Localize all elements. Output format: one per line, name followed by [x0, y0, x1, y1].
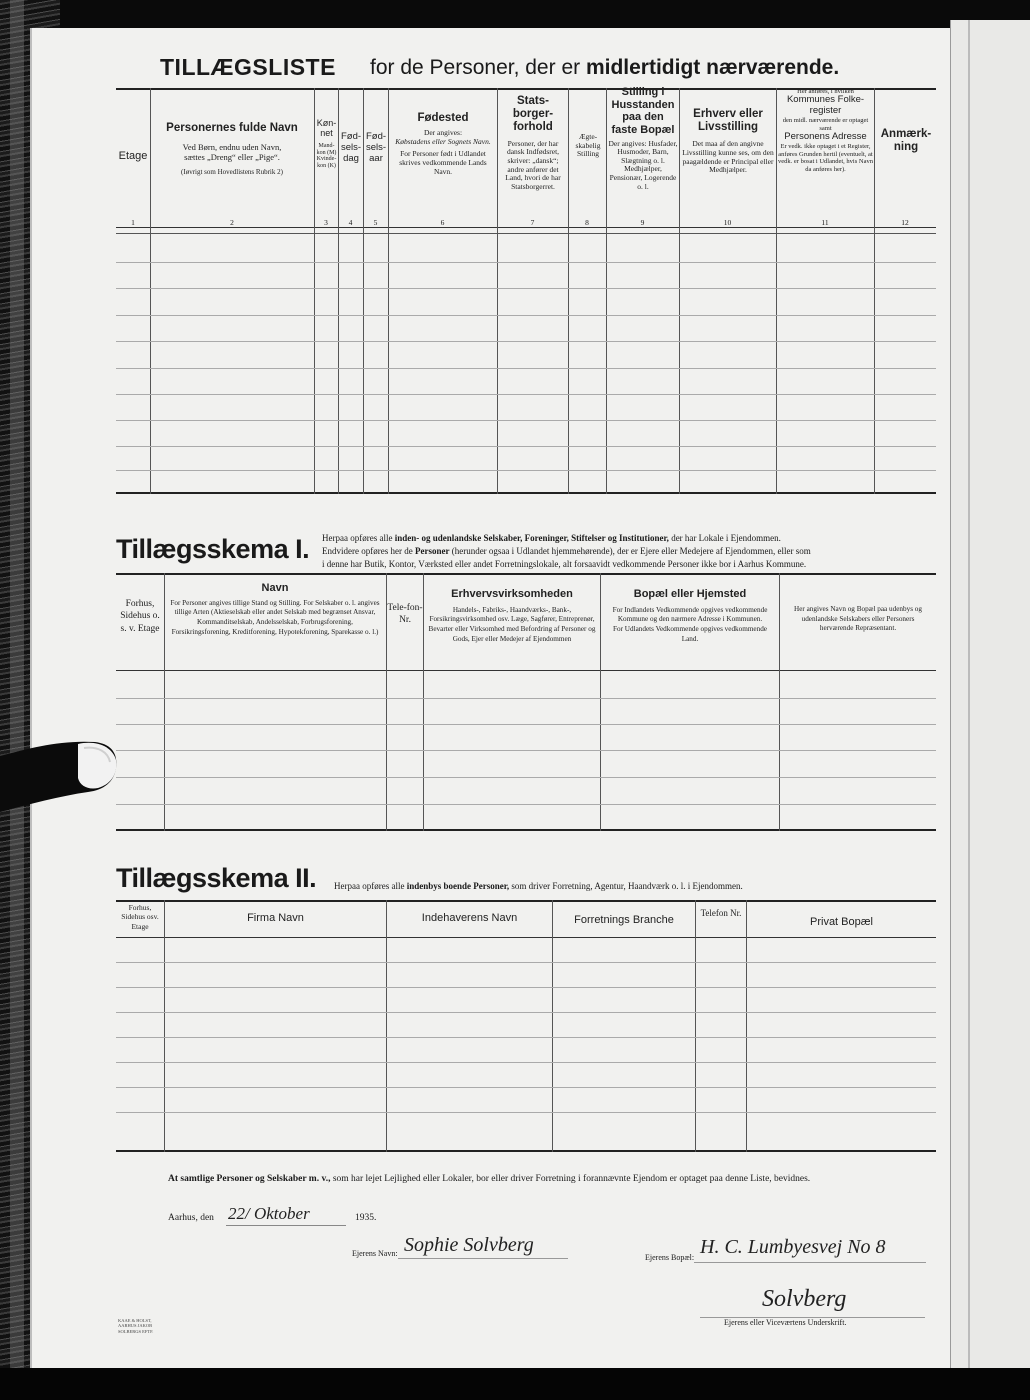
s1-header-phone: Tele-fon-Nr. — [387, 603, 423, 626]
row-line — [116, 962, 936, 963]
row-line — [116, 1062, 936, 1063]
desc-bold: Personer — [414, 546, 450, 557]
row-line — [116, 420, 936, 421]
row-line — [116, 724, 936, 725]
desc-text: Endvidere opføres her de — [322, 546, 415, 557]
year: 1935. — [355, 1213, 377, 1223]
row-line — [116, 1087, 936, 1088]
header-register-title: Kommunes Folke-register — [786, 94, 865, 117]
header-register-mid: den midl. nærværende er optaget samt — [782, 117, 869, 132]
s2-header-owner: Indehaverens Navn — [421, 912, 518, 924]
header-citizenship-sub: Personer, der har dansk Indfødsret, skriver: „dansk“; andre anfører det Land, hvori de har Statsborgerret. — [505, 138, 561, 191]
header-register-sub: Er vedk. ikke optaget i et Register, anføres Grunden hertil (eventuelt, at vedk. er bosat i Udlandet, hvis Navn da anføres her). — [778, 143, 873, 173]
row-line — [116, 315, 936, 316]
s1-header-business-sub: Handels-, Fabriks-, Haandværks-, Bank-, Forsikringsvirksomhed osv. Læge, Sagfører, Entreprenør, Bevarter eller Virksomhed med Befordring af Personer og Gods, Ejer eller Medejer af Ejendommen — [428, 605, 596, 643]
header-register-cell — [777, 88, 874, 173]
s1-header-residence-cell — [604, 588, 776, 645]
row-line — [116, 341, 936, 342]
desc-text: der har Lokale i Ejendommen. — [668, 533, 781, 543]
attestation-bold: At samtlige Personer og Selskaber m. v., — [168, 1174, 331, 1184]
desc-text: Herpaa opføres alle — [334, 881, 407, 891]
col-line — [568, 88, 569, 494]
s2-header-private-address: Privat Bopæl — [810, 916, 873, 928]
header-occupation-sub: Det maa af den angivne Livsstilling kunne ses, om den paagældende er Principal eller Medhjælper. — [682, 139, 774, 175]
col-line — [779, 573, 780, 831]
s1-header-name-cell — [168, 582, 382, 638]
col-line — [746, 900, 747, 1152]
row-line — [116, 394, 936, 395]
row-line — [116, 777, 936, 778]
col-line — [423, 573, 424, 831]
desc-text: (herunder ogsaa i Udlandet hjemmehørende), der er Ejere eller Medejere af Ejendommen, eller som — [449, 546, 811, 557]
header-marital: Ægte-skabelig Stilling — [575, 132, 601, 159]
header-citizenship-title: Stats-borger-forhold — [512, 95, 554, 134]
supplement-1-desc-line-1 — [322, 532, 942, 545]
col-line — [679, 88, 680, 494]
owner-name-line — [398, 1258, 568, 1259]
col-line — [600, 573, 601, 831]
col-line — [386, 900, 387, 1152]
header-name-sub2: sættes „Dreng“ eller „Pige“. — [184, 151, 280, 162]
header-name-sub1: Ved Børn, endnu uden Navn, — [182, 142, 282, 153]
row-line — [116, 1037, 936, 1038]
s1-header-representative: Her angives Navn og Bopæl paa udenbys og udenlandske Selskabers eller Personers herværende Repræsentant. — [794, 605, 922, 633]
header-birthyear: Fød-sels-aar — [365, 131, 387, 164]
header-birthplace-sub3: For Personer født i Udlandet skrives vedkommende Lands Navn. — [399, 149, 487, 176]
header-gender-title: Køn-net — [316, 118, 337, 139]
subtitle-bold-1: midlertidigt — [585, 56, 701, 79]
page-gutter-line — [968, 20, 970, 1375]
desc-bold: indenbys boende Personer, — [406, 881, 510, 891]
supplement-1-description — [322, 532, 942, 571]
owner-address-label: Ejerens Bopæl: — [645, 1253, 695, 1262]
column-number: 5 — [373, 218, 378, 227]
supplement-2-header-rule — [116, 937, 936, 938]
date-line — [226, 1225, 346, 1226]
header-name-cell — [152, 122, 312, 176]
s1-header-name-sub: For Personer angives tillige Stand og Stilling. For Selskaber o. l. angives tillige Arten (Aktieselskab eller andet Selskab med begrænset Ansvar, Kommanditselskab, Andelsselskab, Forbrugsforening, Forsikringsforening, Kreditforening, Hypotekforening, Sparekasse o. l.) — [170, 598, 380, 636]
subtitle-bold-2: nærværende. — [706, 56, 840, 79]
s2-header-floor: Forhus, Sidehus osv. Etage — [121, 903, 159, 931]
header-etage: Etage — [118, 150, 148, 162]
col-line — [388, 88, 389, 494]
column-number: 2 — [230, 218, 234, 227]
owner-name-label: Ejerens Navn: — [352, 1249, 398, 1258]
attestation-rest: som har lejet Lejlighed eller Lokaler, bor eller driver Forretning i forannævnte Ejendom er optaget paa denne Liste, bevidnes. — [330, 1174, 811, 1184]
attestation-text — [168, 1174, 938, 1184]
row-line — [116, 288, 936, 289]
desc-text: Herpaa opføres alle — [322, 533, 395, 543]
main-table-header-rule-2 — [116, 233, 936, 234]
row-line — [116, 1012, 936, 1013]
column-number: 8 — [585, 218, 589, 227]
supplement-1-title: Tillægsskema I. — [116, 534, 310, 564]
header-remarks: Anmærk-ning — [880, 128, 932, 154]
s1-header-residence-sub2: For Udlandets Vedkommende opgives vedkommende Land. — [613, 625, 767, 643]
header-birthplace-sub1: Der angives: — [423, 128, 463, 138]
row-line — [116, 750, 936, 751]
supplement-1-desc-line-2 — [322, 545, 942, 558]
supplement-1-header-rule — [116, 670, 936, 671]
finger-image — [0, 738, 120, 818]
owner-address-line — [694, 1262, 926, 1263]
column-number: 6 — [440, 218, 445, 227]
header-name-sub3: (Iøvrigt som Hovedlistens Rubrik 2) — [181, 167, 283, 176]
s1-header-residence-title: Bopæl eller Hjemsted — [633, 588, 747, 600]
owner-name-handwritten: Sophie Solvberg — [404, 1234, 534, 1256]
row-line — [116, 987, 936, 988]
supplement-1-desc-line-3: i denne har Butik, Kontor, Værksted eller andet Forretningslokale, alt forsaavidt vedkommende Personer ikke bor i Aarhus Kommune. — [322, 559, 807, 570]
owner-address-handwritten: H. C. Lumbyesvej No 8 — [700, 1236, 886, 1258]
header-birthplace-sub2: Købstadens eller Sognets Navn. — [395, 136, 491, 146]
s1-header-floor: Forhus, Sidehus o. s. v. Etage — [120, 599, 160, 634]
binding-edge — [10, 0, 24, 1400]
header-gender-sub: Mand-kon (M) Kvinde-kon (K) — [316, 142, 337, 170]
subtitle-text: for de Personer, der er — [370, 56, 586, 79]
col-line — [497, 88, 498, 494]
header-birthplace-title: Fødested — [417, 112, 469, 124]
header-household-title: Stilling i Husstanden paa den faste Bopæl — [611, 86, 675, 136]
header-birthday: Fød-sels-dag — [340, 131, 362, 164]
col-line — [552, 900, 553, 1152]
header-register-bold: Personens Adresse — [784, 131, 867, 143]
header-name-title: Personernes fulde Navn — [166, 122, 298, 134]
s1-header-business-title: Erhvervsvirksomheden — [451, 588, 573, 600]
supplement-2-description — [334, 880, 934, 893]
column-number: 1 — [131, 218, 135, 227]
form-subtitle — [370, 56, 839, 80]
s1-header-residence-sub1: For Indlandets Vedkommende opgives vedkommende Kommune og den nærmere Adresse i Kommunen. — [612, 605, 768, 624]
date-handwritten: 22/ Oktober — [228, 1204, 310, 1223]
header-household-cell — [608, 86, 678, 191]
desc-bold: inden- og udenlandske Selskaber, Foreninger, Stiftelser og Institutioner, — [394, 533, 669, 543]
scan-bottom-edge — [0, 1368, 1030, 1400]
supplement-2-title: Tillægsskema II. — [116, 863, 317, 893]
column-number: 12 — [901, 218, 909, 227]
row-line — [116, 698, 936, 699]
row-line — [116, 446, 936, 447]
row-line — [116, 262, 936, 263]
s2-header-phone: Telefon Nr. — [700, 908, 742, 918]
row-line — [116, 368, 936, 369]
col-line — [695, 900, 696, 1152]
header-household-sub: Der angives: Husfader, Husmoder, Barn, Slægtning o. l. Medhjælper, Pensionær, Logerende o. l. — [608, 138, 678, 191]
s2-header-branch: Forretnings Branche — [574, 914, 674, 926]
col-line — [164, 573, 165, 831]
s1-header-business-cell — [426, 588, 598, 645]
col-line — [150, 88, 151, 494]
s2-header-firm: Firma Navn — [247, 912, 304, 924]
column-number: 11 — [821, 218, 829, 227]
row-line — [116, 804, 936, 805]
header-occupation-title: Erhverv eller Livsstilling — [693, 108, 763, 134]
main-table-header-rule — [116, 227, 936, 228]
col-line — [606, 88, 607, 494]
header-birthplace-cell — [392, 112, 494, 176]
next-page-edge — [950, 20, 1030, 1375]
signature-label: Ejerens eller Viceværtens Underskrift. — [724, 1318, 847, 1327]
column-number: 3 — [324, 218, 328, 227]
column-number: 9 — [640, 218, 645, 227]
s1-header-name-title: Navn — [261, 582, 289, 594]
row-line — [116, 1112, 936, 1113]
col-line — [874, 88, 875, 494]
header-gender-cell — [315, 118, 338, 170]
form-title: TILLÆGSLISTE — [160, 54, 336, 80]
desc-text: som driver Forretning, Agentur, Haandværk o. l. i Ejendommen. — [509, 881, 743, 891]
column-number: 4 — [348, 218, 353, 227]
col-line — [164, 900, 165, 1152]
header-register-pre: Her anføres, i hvilken — [797, 88, 854, 95]
column-number: 10 — [723, 218, 732, 227]
header-occupation-cell — [681, 108, 775, 175]
printer-imprint: KAAE & HOLST, AARHUS JAKOB SOLBERGS EFTF. — [118, 1318, 154, 1334]
header-citizenship-cell — [499, 95, 567, 191]
signature-handwritten: Solvberg — [762, 1286, 847, 1312]
row-line — [116, 470, 936, 471]
place-label: Aarhus, den — [168, 1213, 214, 1223]
column-number: 7 — [530, 218, 535, 227]
